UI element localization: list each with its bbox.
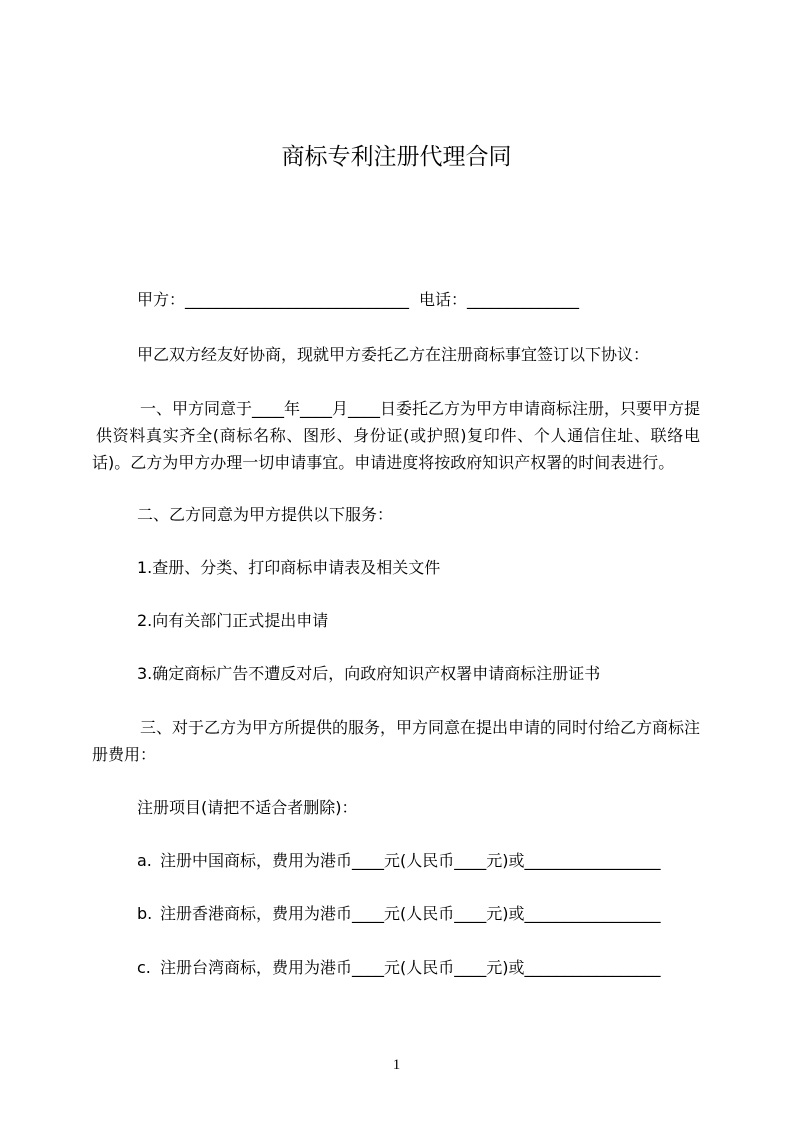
item-text: 注册中国商标，费用为港币____元(人民币____元)或_________________ — [160, 851, 661, 870]
service-item-1: 1.查册、分类、打印商标申请表及相关文件 — [137, 558, 441, 577]
document-title: 商标专利注册代理合同 — [281, 144, 512, 170]
item-marker: b. — [137, 904, 153, 923]
clause1-line-2: 供资料真实齐全(商标名称、图形、身份证(或护照)复印件、个人通信住址、联络电 — [96, 426, 700, 445]
item-text: 注册香港商标，费用为港币____元(人民币____元)或_________________ — [160, 904, 661, 923]
registration-heading: 注册项目(请把不适合者删除)： — [137, 798, 358, 817]
item-text: 注册台湾商标，费用为港币____元(人民币____元)或_________________ — [160, 958, 661, 977]
item-marker: a. — [137, 851, 152, 870]
item-marker: c. — [137, 958, 151, 977]
phone-field: 电话：______________ — [419, 290, 580, 309]
page-number: 1 — [392, 1057, 401, 1073]
intro-paragraph: 甲乙双方经友好协商，现就甲方委托乙方在注册商标事宜签订以下协议： — [137, 345, 650, 364]
registration-item-b — [137, 904, 661, 924]
clause1-line-3: 话)。乙方为甲方办理一切申请事宜。申请进度将按政府知识产权署的时间表进行。 — [92, 453, 675, 472]
clause3-line-2: 册费用： — [92, 745, 157, 764]
clause2-heading: 二、乙方同意为甲方提供以下服务： — [137, 505, 394, 524]
registration-item-c — [137, 958, 661, 978]
clause1-line-1: 一、甲方同意于____年____月____日委托乙方为甲方申请商标注册，只要甲方提 — [140, 399, 701, 418]
service-item-2: 2.向有关部门正式提出申请 — [137, 611, 329, 630]
service-item-3: 3.确定商标广告不遭反对后，向政府知识产权署申请商标注册证书 — [137, 664, 601, 683]
party-line — [137, 290, 579, 310]
registration-item-a — [137, 851, 661, 871]
clause3-line-1: 三、对于乙方为甲方所提供的服务，甲方同意在提出申请的同时付给乙方商标注 — [140, 718, 701, 737]
party-a-field: 甲方：____________________________ — [137, 290, 410, 309]
